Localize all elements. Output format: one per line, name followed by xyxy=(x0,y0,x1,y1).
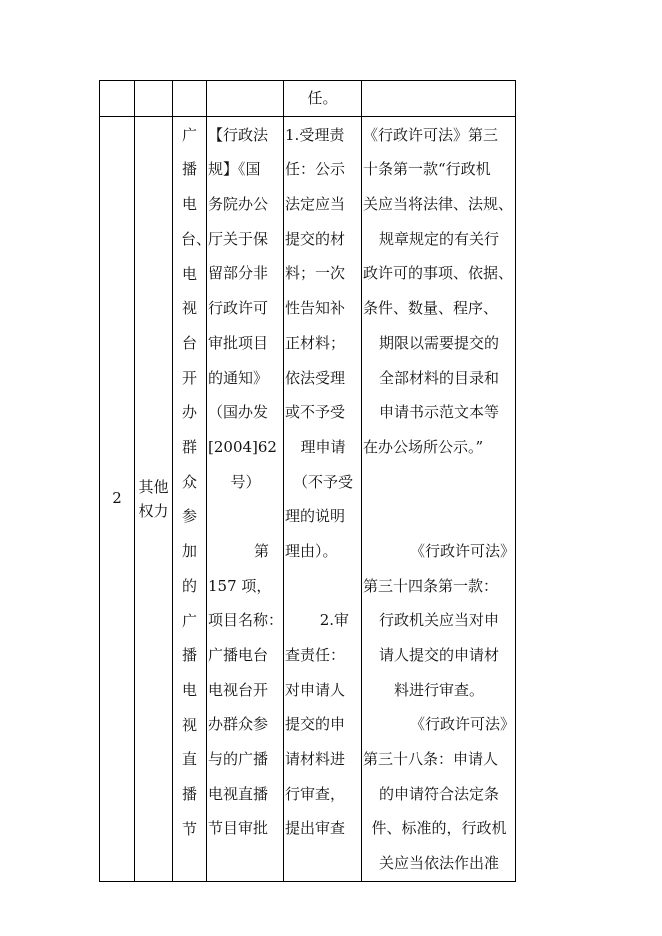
law-line: 申请书示范文本等 xyxy=(379,403,500,422)
basis-line: 项目名称： xyxy=(208,611,284,630)
law-line: 政许可的事项、依据、 xyxy=(363,264,514,283)
basis-line: 【行政法 xyxy=(208,125,269,144)
table-row-item-2 xyxy=(100,116,516,881)
basis-line xyxy=(208,499,283,534)
responsibility-line: 料；一次 xyxy=(285,264,346,283)
responsibility-line: 或不予受 xyxy=(285,403,346,422)
item-name: 广播电台、电视台开办群众参加的广播电视直播节 xyxy=(181,125,212,838)
responsibility-line: 法定应当 xyxy=(285,195,346,214)
law-line: 规章规定的有关行 xyxy=(379,229,500,248)
basis-line: 行政许可 xyxy=(208,299,269,318)
cell-category-prev xyxy=(135,81,173,117)
cell-number-prev xyxy=(100,81,135,117)
law-basis-text xyxy=(363,118,515,881)
responsibility-line: 查责任： xyxy=(285,646,346,665)
responsibility-line xyxy=(285,569,361,604)
basis-line: 审批项目 xyxy=(208,333,269,352)
basis-line: 厅关于保 xyxy=(208,229,269,248)
responsibility-line: 提交的申 xyxy=(285,715,346,734)
basis-line: 留部分非 xyxy=(208,264,269,283)
basis-line: 的通知》 xyxy=(208,368,269,387)
responsibility-line: 正材料； xyxy=(285,333,346,352)
responsibility-line: 提出审查 xyxy=(285,819,346,838)
law-line: 全部材料的目录和 xyxy=(379,368,500,387)
table-row-previous xyxy=(100,81,516,117)
basis-line: （国办发 xyxy=(208,403,269,422)
law-line: 关应当依法作出准 xyxy=(379,854,500,873)
responsibility-line: 依法受理 xyxy=(285,368,346,387)
basis-line: 广播电台 xyxy=(208,646,269,665)
cell-responsibility xyxy=(284,116,362,881)
basis-line: 节目审批 xyxy=(208,819,269,838)
law-line: 期限以需要提交的 xyxy=(379,333,500,352)
basis-line: 办群众参 xyxy=(208,715,269,734)
basis-line: 第 xyxy=(254,541,270,560)
law-line: 《行政许可法》 xyxy=(410,715,516,734)
law-line: 件、标准的，行政机 xyxy=(371,819,507,838)
law-line: 在办公场所公示。” xyxy=(363,437,484,456)
responsibility-line: （不予受 xyxy=(293,472,354,491)
cell-law-prev xyxy=(362,81,516,117)
law-line: 请人提交的申请材 xyxy=(379,646,500,665)
basis-line: 157 项， xyxy=(208,576,272,595)
responsibility-line: 理由）。 xyxy=(285,541,338,560)
law-line: 第三十八条：申请人 xyxy=(363,750,499,769)
row-number: 2 xyxy=(112,489,122,508)
cell-category xyxy=(135,116,173,881)
basis-line: 号） xyxy=(230,472,261,491)
responsibility-line: 请材料进 xyxy=(285,750,346,769)
cell-responsibility-prev xyxy=(284,81,362,117)
responsibility-text xyxy=(285,118,361,846)
cell-item-prev xyxy=(173,81,207,117)
cell-item-name xyxy=(173,116,212,881)
basis-line: 务院办公 xyxy=(208,195,269,214)
basis-line: 规】《国 xyxy=(208,160,261,179)
basis-line: 电视台开 xyxy=(208,680,269,699)
law-line: 条件、数量、程序、 xyxy=(363,299,499,318)
law-line: 的申请符合法定条 xyxy=(379,784,500,803)
responsibility-line: 理申请 xyxy=(300,437,346,456)
responsibility-line: 对申请人 xyxy=(285,680,346,699)
responsibility-tail-text: 任。 xyxy=(307,89,338,107)
law-line xyxy=(363,465,515,500)
basis-line: 电视直播 xyxy=(208,784,269,803)
law-line: 关应当将法律、法规、 xyxy=(363,195,514,214)
basis-line: [2004]62 xyxy=(208,437,277,456)
law-line: 料进行审查。 xyxy=(394,680,485,699)
law-line: 《行政许可法》第三 xyxy=(363,125,499,144)
cell-basis xyxy=(207,116,284,881)
responsibility-line: 2.审 xyxy=(319,611,350,630)
law-line: 第三十四条第一款： xyxy=(363,576,499,595)
responsibility-line: 理的说明 xyxy=(285,507,346,526)
law-line: 十条第一款“行政机 xyxy=(363,160,491,179)
basis-line: 与的广播 xyxy=(208,750,269,769)
law-line xyxy=(363,499,515,534)
power-list-table xyxy=(99,80,516,882)
cell-basis-prev xyxy=(207,81,284,117)
responsibility-line: 提交的材 xyxy=(285,229,346,248)
cell-number xyxy=(100,116,135,881)
responsibility-line: 任：公示 xyxy=(285,160,346,179)
responsibility-line: 性告知补 xyxy=(285,299,346,318)
law-line: 《行政许可法》 xyxy=(410,541,516,560)
cell-law-basis xyxy=(362,116,516,881)
responsibility-line: 1.受理责 xyxy=(285,125,345,144)
basis-text xyxy=(208,118,283,846)
law-line: 行政机关应当对申 xyxy=(379,611,500,630)
responsibility-line: 行审查， xyxy=(285,784,346,803)
power-category: 其他权力 xyxy=(138,477,169,520)
